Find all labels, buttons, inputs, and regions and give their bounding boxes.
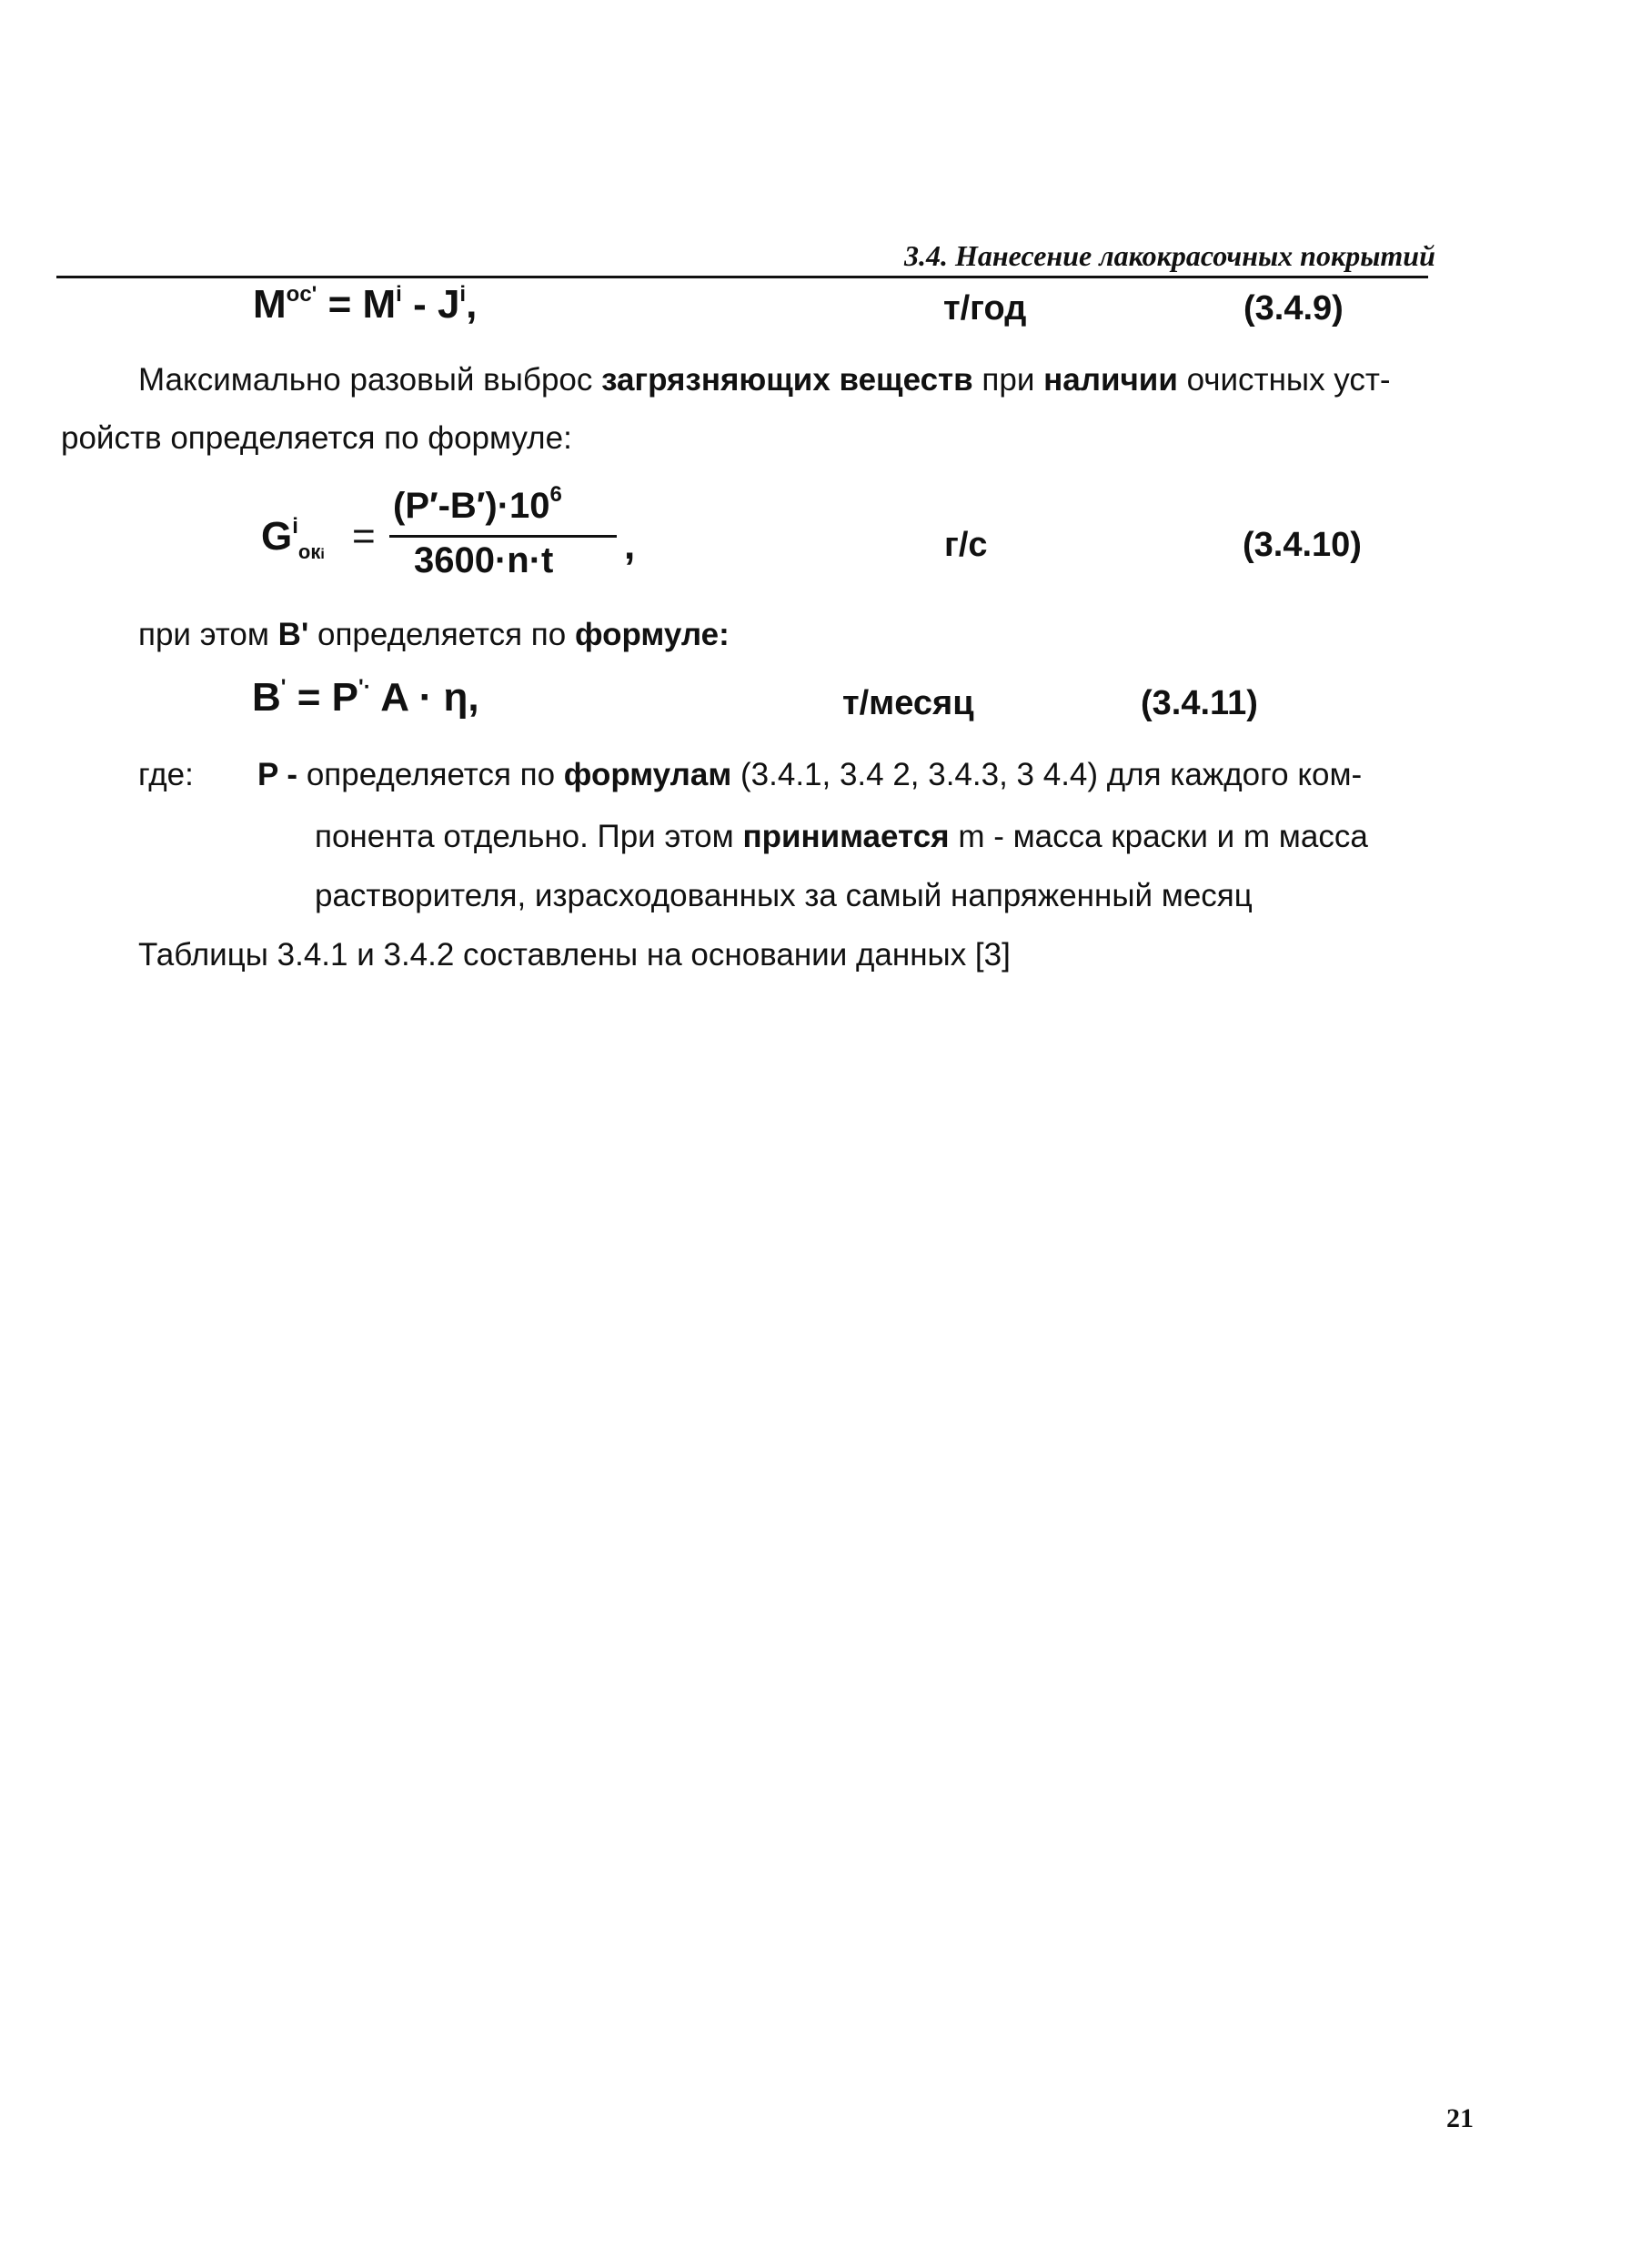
text-run-bold: загрязняющих веществ [601, 362, 973, 398]
text-run: (3.4.1, 3.4 2, 3.4.3, 3 4.4) для каждого ком- [731, 757, 1363, 792]
formula-superscript: i [396, 282, 402, 307]
formula-term: - J [401, 282, 460, 327]
text-run: определяется по [306, 757, 564, 792]
text-run: Максимально разовый выброс [138, 362, 602, 398]
text-run-bold: принимается [742, 819, 950, 854]
page-number: 21 [1446, 2103, 1474, 2133]
formula-term: = P [286, 675, 358, 720]
formula-term: , [466, 282, 478, 327]
formula-term: A · η, [370, 675, 479, 720]
text-run-bold: наличии [1043, 362, 1178, 398]
where-item-line: растворителя, израсходованных за самый напряженный месяц [315, 878, 1253, 913]
formula-subsubscript: i [320, 547, 325, 562]
where-label: где: [138, 757, 194, 792]
formula-equals: = [352, 514, 376, 559]
formula-subscript-text: ок [297, 540, 321, 563]
text-run: очистных уст- [1177, 362, 1391, 398]
formula-term: B [252, 675, 281, 720]
text-run-bold: B' [277, 617, 309, 652]
formula-subscript [298, 540, 325, 563]
tables-note: Таблицы 3.4.1 и 3.4.2 составлены на основании данных [3] [138, 937, 1011, 973]
paragraph-line [138, 362, 1391, 398]
text-run-bold: P - [257, 757, 307, 792]
text-run: при этом [138, 617, 278, 652]
equation-number-3-4-9: (3.4.9) [1243, 289, 1344, 328]
formula-superscript: '· [358, 675, 371, 700]
text-run-bold: формуле: [574, 617, 730, 652]
formula-term: = M [317, 282, 397, 327]
formula-superscript: ' [280, 675, 287, 700]
text-run: при [972, 362, 1044, 398]
formula-term: M [253, 282, 287, 327]
unit-3-4-11: т/месяц [842, 684, 974, 722]
fraction-numerator [393, 482, 562, 527]
unit-3-4-9: т/год [943, 289, 1027, 328]
formula-superscript: i [292, 514, 298, 539]
equation-number-3-4-10: (3.4.10) [1243, 526, 1362, 564]
formula-lhs [261, 514, 325, 563]
formula-superscript: oc' [286, 282, 317, 307]
equation-number-3-4-11: (3.4.11) [1141, 684, 1258, 722]
formula-comma: , [624, 523, 636, 568]
formula-superscript: i [459, 282, 467, 307]
fraction-bar [389, 535, 617, 538]
text-run: определяется по [308, 617, 575, 652]
formula-3-4-9 [253, 282, 477, 328]
formula-3-4-11 [252, 675, 479, 721]
fraction-denominator: 3600·n·t [414, 540, 554, 580]
where-item-line [257, 757, 1362, 793]
text-run: m - масса краски и m масса [949, 819, 1368, 854]
paragraph-line: ройств определяется по формуле: [61, 420, 572, 456]
formula-superscript: 6 [549, 482, 562, 507]
formula-term: (P′-B′)·10 [393, 486, 550, 526]
paragraph-line [138, 617, 730, 653]
where-item-line [315, 819, 1368, 855]
text-run: понента отдельно. При этом [315, 819, 743, 854]
section-header: 3.4. Нанесение лакокрасочных покрытий [904, 239, 1435, 272]
formula-term: G [261, 514, 293, 559]
text-run-bold: формулам [563, 757, 732, 792]
header-rule [56, 276, 1428, 278]
unit-3-4-10: г/с [944, 526, 988, 564]
